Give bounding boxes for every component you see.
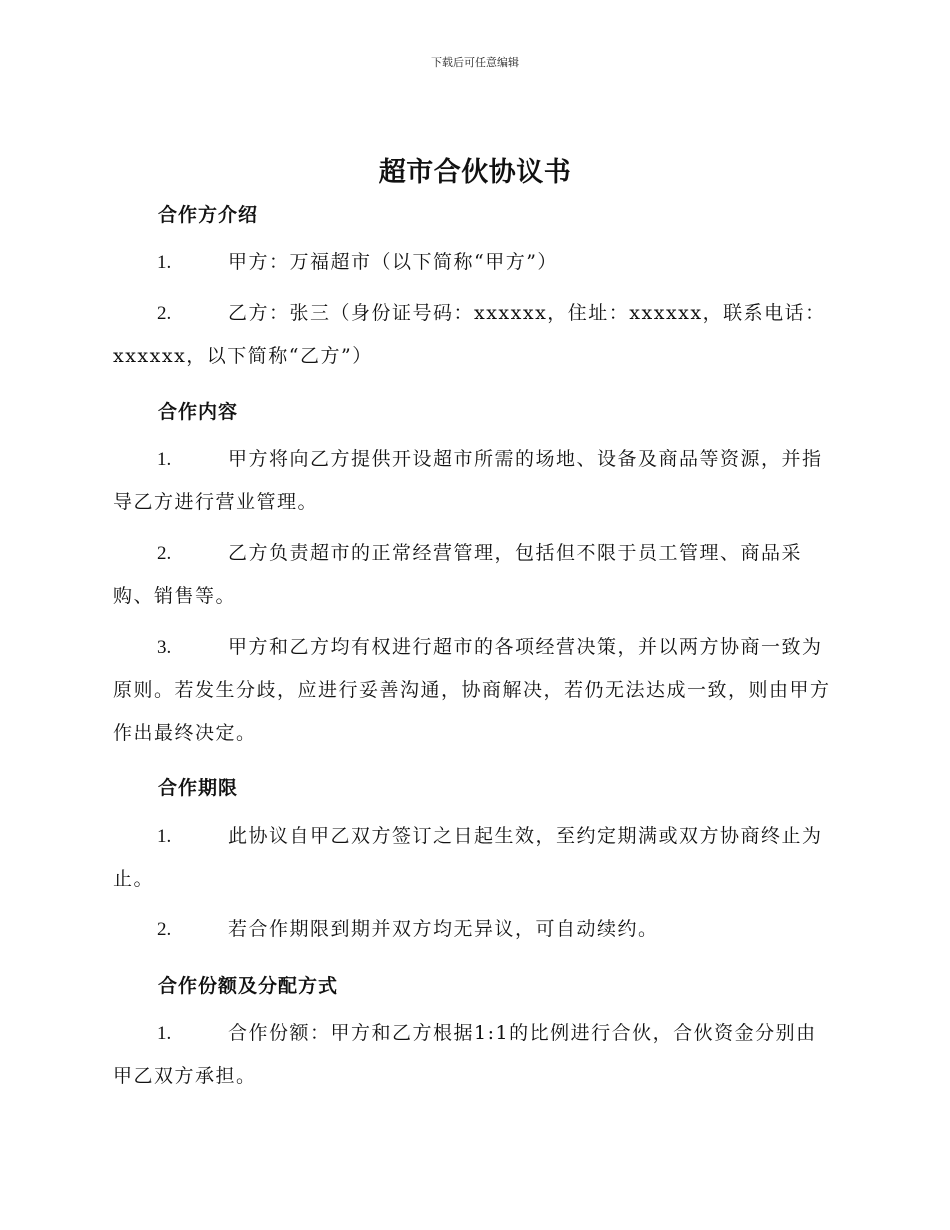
item-text: 合作份额：甲方和乙方根据1:1的比例进行合伙，合伙资金分别由甲乙双方承担。: [113, 1022, 817, 1087]
list-item: [113, 292, 833, 378]
item-text: 若合作期限到期并双方均无异议，可自动续约。: [228, 918, 659, 940]
item-number: 1.: [157, 252, 172, 273]
item-text: 甲方和乙方均有权进行超市的各项经营决策，并以两方协商一致为原则。若发生分歧，应进行妥善沟通，协商解决，若仍无法达成一致，则由甲方作出最终决定。: [113, 636, 831, 744]
list-item: [113, 815, 833, 901]
item-text: 甲方将向乙方提供开设超市所需的场地、设备及商品等资源，并指导乙方进行营业管理。: [113, 448, 823, 513]
list-item: [113, 1012, 833, 1098]
item-number: 1.: [157, 1023, 172, 1044]
section-heading-parties: 合作方介绍: [158, 204, 259, 226]
list-item: [113, 241, 833, 284]
item-number: 1.: [157, 826, 172, 847]
section-heading-content: 合作内容: [158, 401, 239, 423]
section-heading-term: 合作期限: [158, 777, 239, 799]
section-heading-shares: 合作份额及分配方式: [158, 975, 339, 997]
header-note: 下载后可任意编辑: [431, 56, 519, 69]
item-number: 2.: [157, 303, 172, 324]
item-text: 乙方负责超市的正常经营管理，包括但不限于员工管理、商品采购、销售等。: [113, 542, 803, 607]
list-item: [113, 532, 833, 618]
item-number: 2.: [157, 919, 172, 940]
item-number: 1.: [157, 449, 172, 470]
item-number: 2.: [157, 543, 172, 564]
document-title: 超市合伙协议书: [378, 157, 572, 188]
list-item: [113, 908, 833, 951]
item-number: 3.: [157, 637, 172, 658]
item-text: 甲方：万福超市（以下简称“甲方”）: [228, 251, 558, 273]
list-item: [113, 626, 833, 755]
item-text: 此协议自甲乙双方签订之日起生效，至约定期满或双方协商终止为止。: [113, 825, 823, 890]
list-item: [113, 438, 833, 524]
item-text: 乙方：张三（身份证号码：xxxxxx，住址：xxxxxx，联系电话：xxxxxx，以下简称“乙方”）: [113, 302, 826, 367]
